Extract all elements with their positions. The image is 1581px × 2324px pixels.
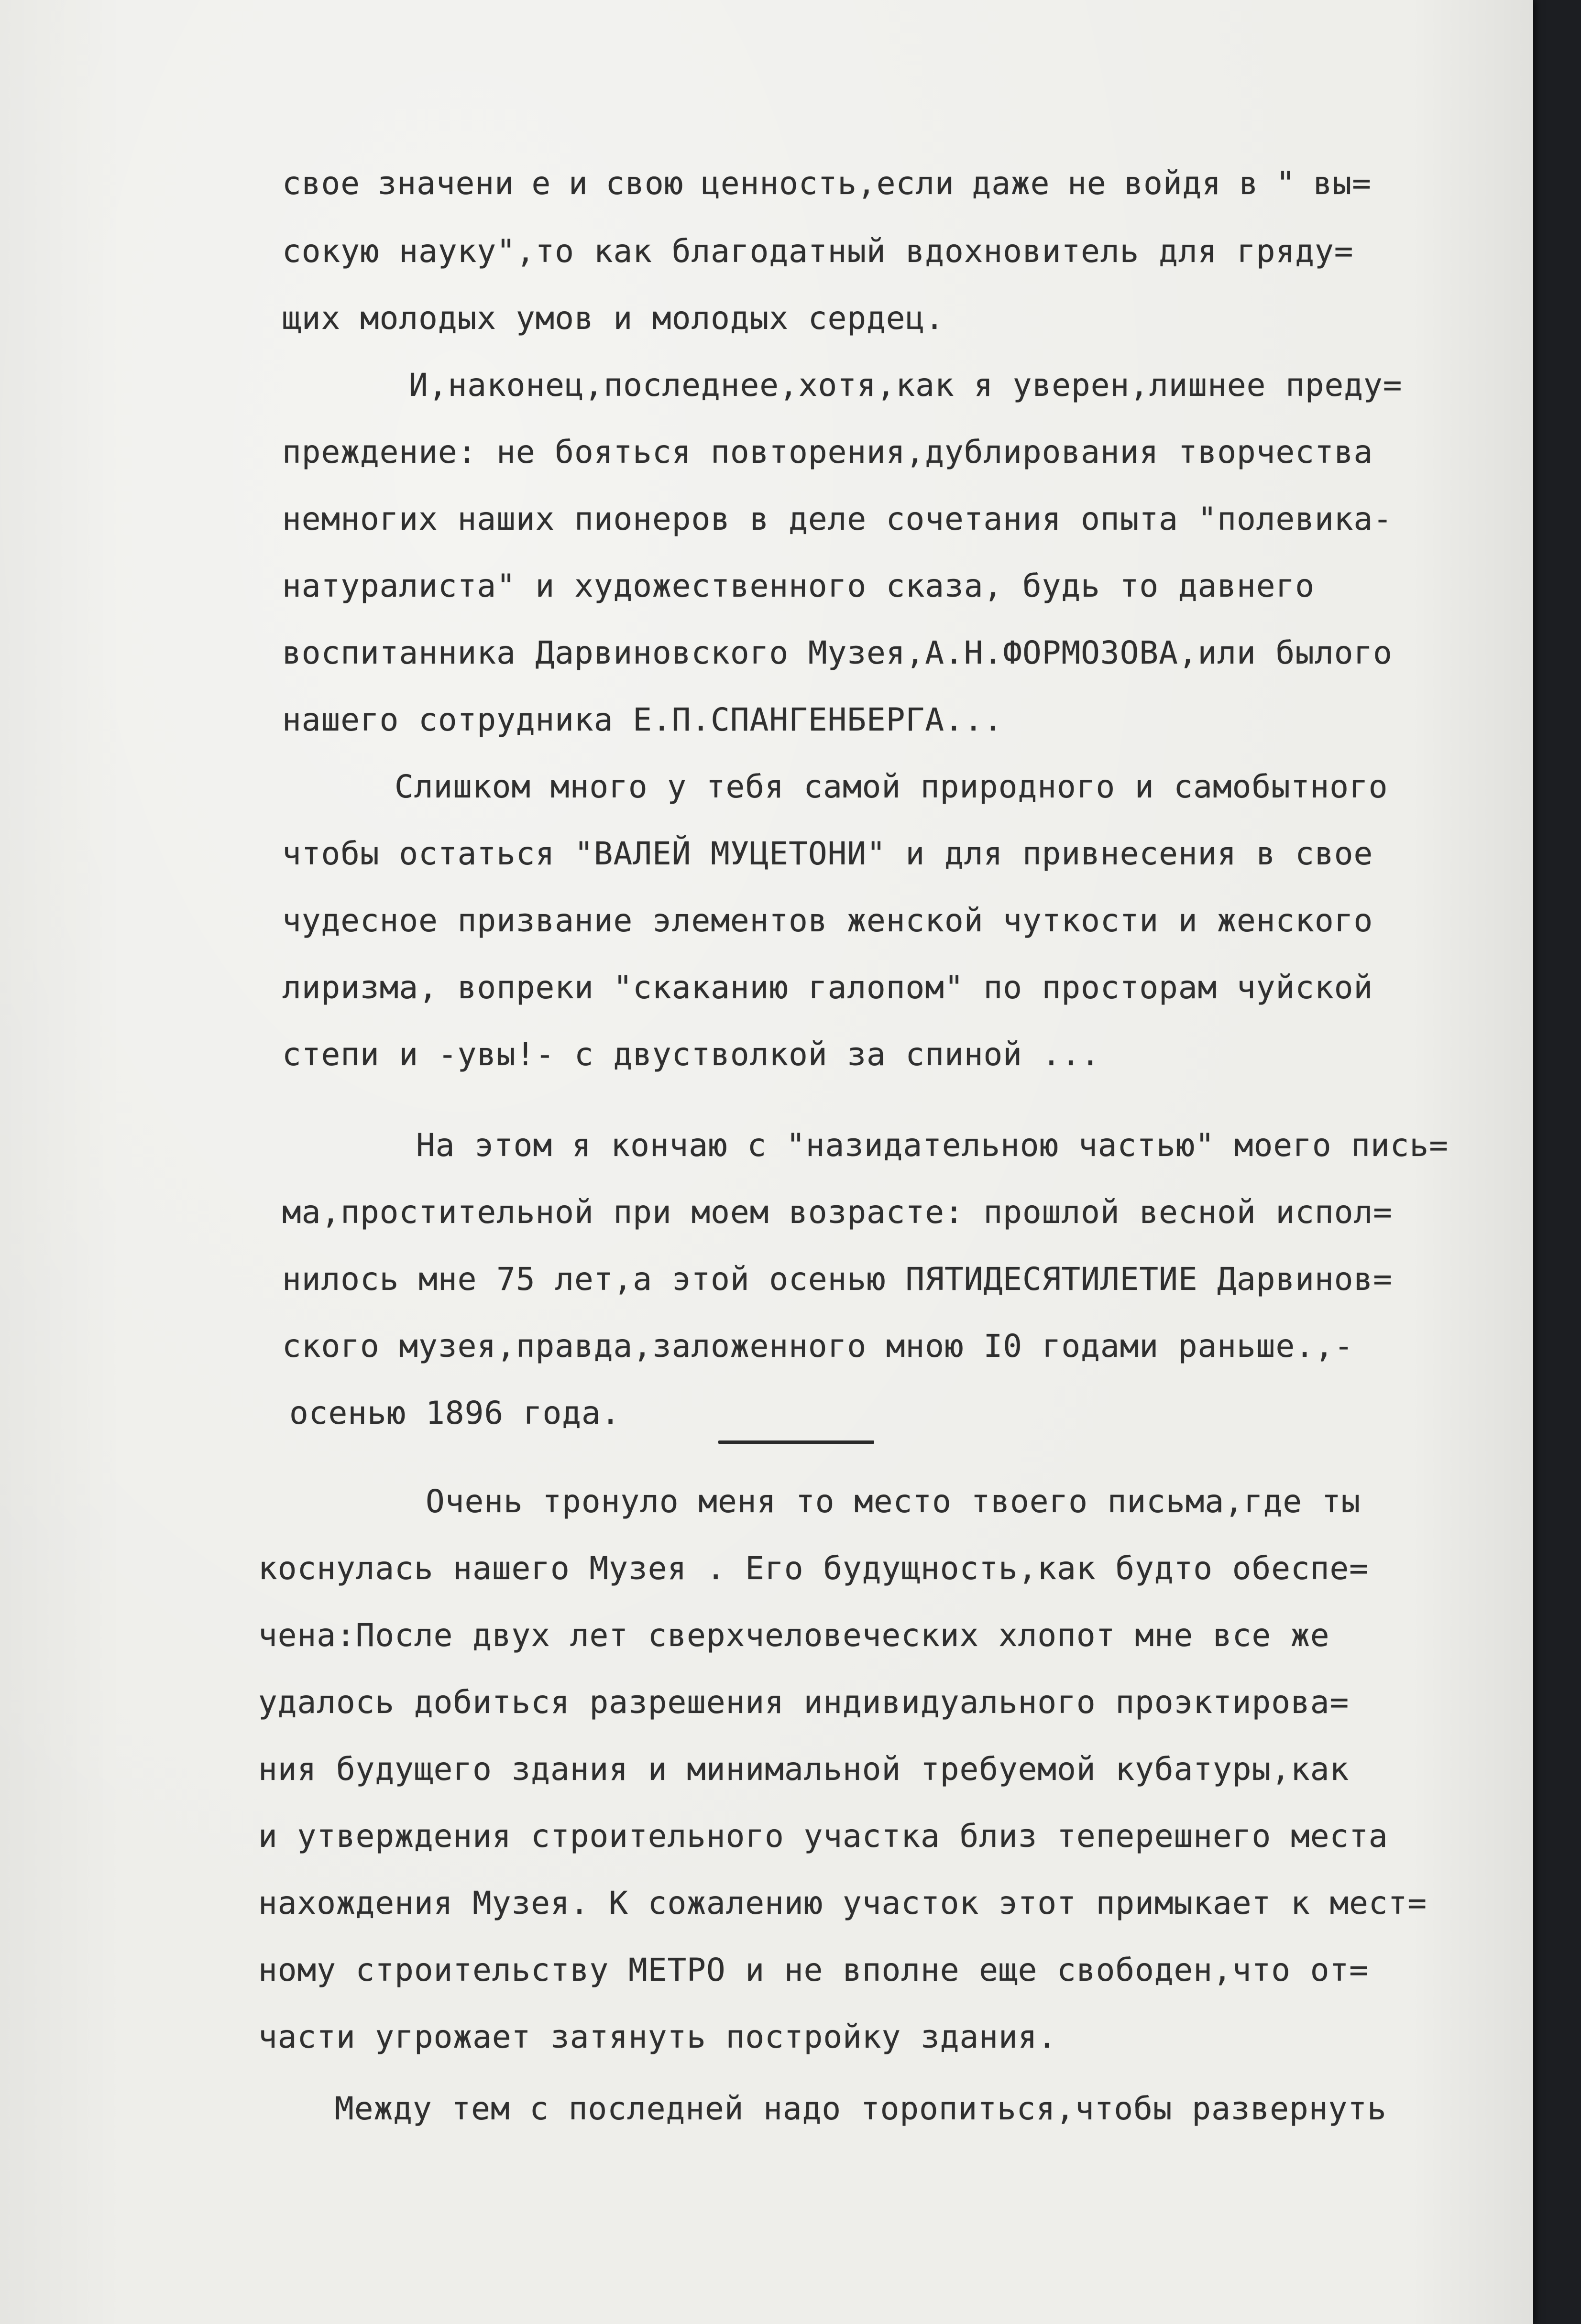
text-line: воспитанника Дарвиновского Музея,А.Н.ФОРМОЗОВА,или былого <box>282 634 1393 671</box>
text-line: ма,простительной при моем возрасте: прошлой весной испол= <box>282 1194 1393 1231</box>
text-line: чтобы остаться "ВАЛЕЙ МУЦЕТОНИ" и для привнесения в свое <box>282 835 1373 872</box>
text-line: части угрожает затянуть постройку здания. <box>258 2018 1057 2055</box>
text-line: нашего сотрудника Е.П.СПАНГЕНБЕРГА... <box>282 701 1003 738</box>
text-line: И,наконец,последнее,хотя,как я уверен,лишнее преду= <box>409 367 1403 404</box>
text-line: чена:После двух лет сверхчеловеческих хлопот мне все же <box>258 1617 1330 1654</box>
text-line: лиризма, вопреки "скаканию галопом" по просторам чуйской <box>282 969 1373 1006</box>
text-line: ному строительству МЕТРО и не вполне еще свободен,что от= <box>258 1952 1369 1988</box>
text-line: ского музея,правда,заложенного мною I0 годами раньше.,- <box>282 1328 1354 1364</box>
section-divider <box>718 1440 874 1444</box>
text-line: нилось мне 75 лет,а этой осенью ПЯТИДЕСЯТИЛЕТИЕ Дарвинов= <box>282 1261 1393 1298</box>
text-line: щих молодых умов и молодых сердец. <box>282 300 945 337</box>
text-line: степи и -увы!- с двустволкой за спиной ... <box>282 1036 1100 1073</box>
text-line: натуралиста" и художественного сказа, будь то давнего <box>282 567 1315 604</box>
text-line: Между тем с последней надо торопиться,чтобы развернуть <box>335 2090 1387 2127</box>
text-line: чудесное призвание элементов женской чуткости и женского <box>282 902 1373 939</box>
text-line: нахождения Музея. К сожалению участок этот примыкает к мест= <box>258 1885 1427 1921</box>
text-line: сокую науку",то как благодатный вдохновитель для гряду= <box>282 233 1354 270</box>
text-line: Слишком много у тебя самой природного и самобытного <box>395 768 1388 805</box>
text-line: осенью 1896 года. <box>289 1395 621 1431</box>
text-line: немногих наших пионеров в деле сочетания опыта "полевика- <box>282 501 1393 537</box>
text-line: свое значени е и свою ценность,если даже не войдя в " вы= <box>282 165 1372 202</box>
text-line: Очень тронуло меня то место твоего письма,где ты <box>426 1483 1361 1520</box>
text-line: преждение: не бояться повторения,дублирования творчества <box>282 434 1373 470</box>
text-line: ния будущего здания и минимальной требуемой кубатуры,как <box>258 1751 1350 1788</box>
text-line: На этом я кончаю с "назидательною частью" моего пись= <box>416 1127 1449 1164</box>
text-line: удалось добиться разрешения индивидуального проэктирова= <box>258 1684 1350 1721</box>
text-line: коснулась нашего Музея . Его будущность,как будто обеспе= <box>258 1550 1369 1587</box>
text-line: и утверждения строительного участка близ теперешнего места <box>258 1818 1388 1855</box>
